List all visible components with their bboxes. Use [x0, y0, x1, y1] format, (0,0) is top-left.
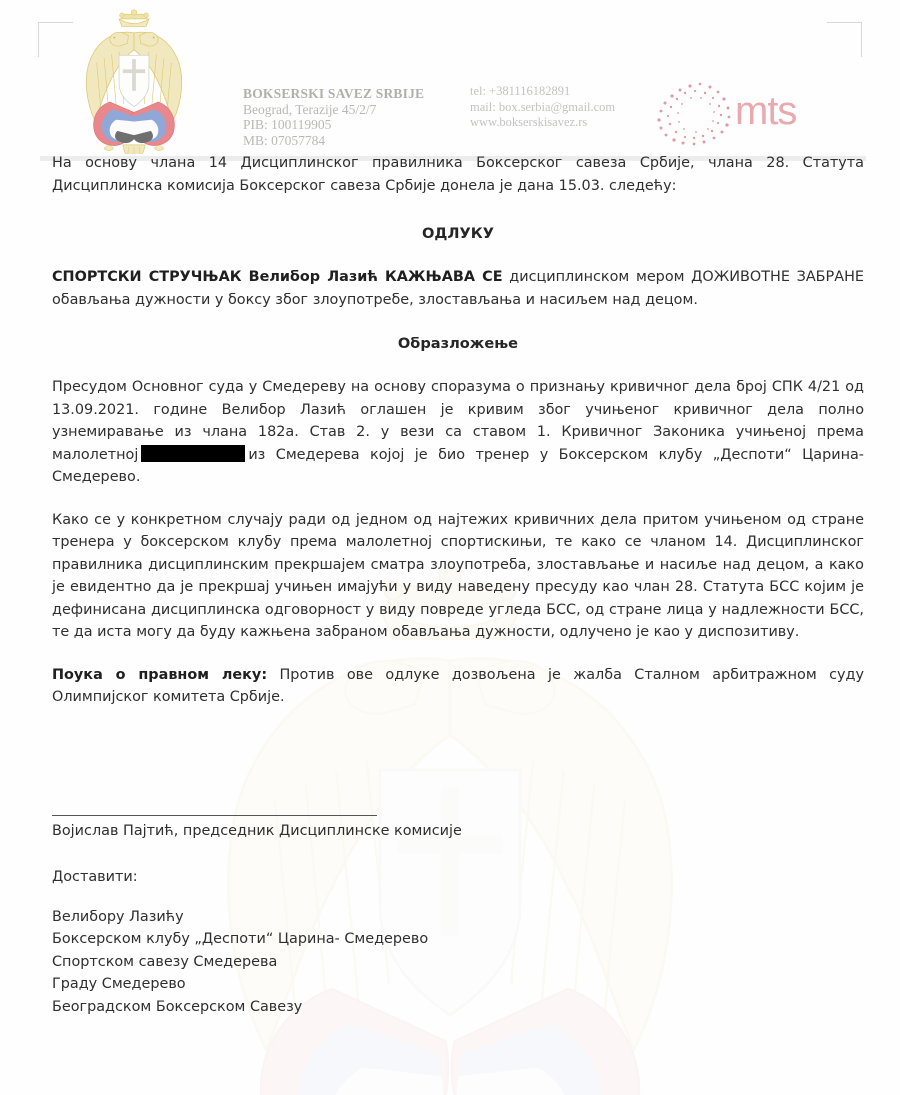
- contact-website: www.bokserskisavez.rs: [470, 115, 588, 129]
- delivery-recipients-list: [52, 906, 864, 1019]
- crop-mark-top-right-icon: [827, 22, 862, 57]
- list-item: Велибору Лазићу: [52, 908, 184, 925]
- contact-details: [470, 84, 615, 131]
- organization-address: Beograd, Terazije 45/2/7: [243, 101, 377, 117]
- explanation-paragraph-2: Како се у конкретном случају ради од једном од најтежих кривичних дела притом учињеном од стране тренера у боксерском клубу према малолетној спортискињи, те како се чланом 14. Дисциплинског правилника дисциплинским прекршајем сматра злоупотреба, злостављање и насиље над децом, а како је евидентно да је прекршај учињен имајући у виду наведену пресуду као члан 28. Статута БСС којим је дефинисана дисциплинска одговорност у виду повреде угледа БСС, од стране лица у надлежности БСС, те да иста могу да буду кажњена забраном обављања дужности, одлучено је као у диспозитиву.: [52, 511, 864, 640]
- delivery-label: Доставити:: [52, 868, 138, 885]
- legal-remedy-text: Против ове одлуке дозвољена је жалба Сталном арбитражном суду Олимпијског комитета Србије.: [52, 666, 865, 705]
- intro-paragraph: На основу члана 14 Дисциплинског правилника Боксерског савеза Србије, члана 28. Статута Дисциплинска комисија Боксерског савеза Србије донела је дана 15.03. следећу:: [52, 155, 864, 194]
- decision-bold-lead: СПОРТСКИ СТРУЧЊАК Велибор Лазић КАЖЊАВА СЕ: [52, 269, 503, 285]
- list-item: Београдском Боксерском Савезу: [52, 998, 303, 1015]
- contact-email: mail: box.serbia@gmail.com: [470, 99, 616, 114]
- decision-heading: ОДЛУКУ: [422, 225, 494, 242]
- explanation-text-before-redaction: Пресудом Основног суда у Смедереву на основу споразума о признању кривичног дела број СПК 4/21 од 13.09.2021. године Велибор Лазић оглашен је кривим због учињеног кривичног дела полно узнемиравање из члана 182а. Став 2. у вези са ставом 1. Кривичног Законика учињеној према малолетној: [52, 379, 864, 463]
- letterhead: [0, 0, 900, 152]
- organization-mb: MB: 07057784: [243, 132, 326, 148]
- mts-wordmark: mts: [735, 89, 797, 133]
- signatory-name-and-title: Војислав Пајтић, председник Дисциплинске комисије: [52, 822, 462, 839]
- decision-paragraph: [52, 266, 864, 311]
- organization-details: [243, 86, 424, 148]
- list-item: Спортском савезу Смедерева: [52, 953, 278, 970]
- crop-mark-top-left-icon: [38, 22, 73, 57]
- serbian-coat-of-arms-icon: [78, 8, 190, 154]
- organization-pib: PIB: 100119905: [243, 117, 332, 132]
- document-body: [0, 152, 900, 709]
- legal-remedy-paragraph: [52, 664, 864, 709]
- explanation-heading: Образложење: [397, 335, 519, 352]
- list-item: Боксерском клубу „Деспоти“ Царина- Смедерево: [52, 931, 429, 947]
- signature-block: [0, 815, 900, 1019]
- explanation-paragraph-1: [52, 376, 864, 489]
- organization-name: BOKSERSKI SAVEZ SRBIJE: [243, 86, 425, 101]
- signature-line: [52, 815, 377, 816]
- redaction-bar: [141, 445, 245, 462]
- list-item: Граду Смедерево: [52, 976, 186, 992]
- explanation-text-after-redaction: из Смедерева којој је био тренер у Боксерском клубу „Деспоти“ Царина- Смедерево.: [52, 446, 864, 485]
- contact-telephone: tel: +381116182891: [470, 84, 571, 98]
- legal-remedy-label: Поука о правном леку:: [52, 666, 268, 683]
- decision-rest: дисциплинском мером ДОЖИВОТНЕ ЗАБРАНЕ обављања дужности у боксу због злоупотребе, злостављања и насиљем над децом.: [52, 269, 864, 308]
